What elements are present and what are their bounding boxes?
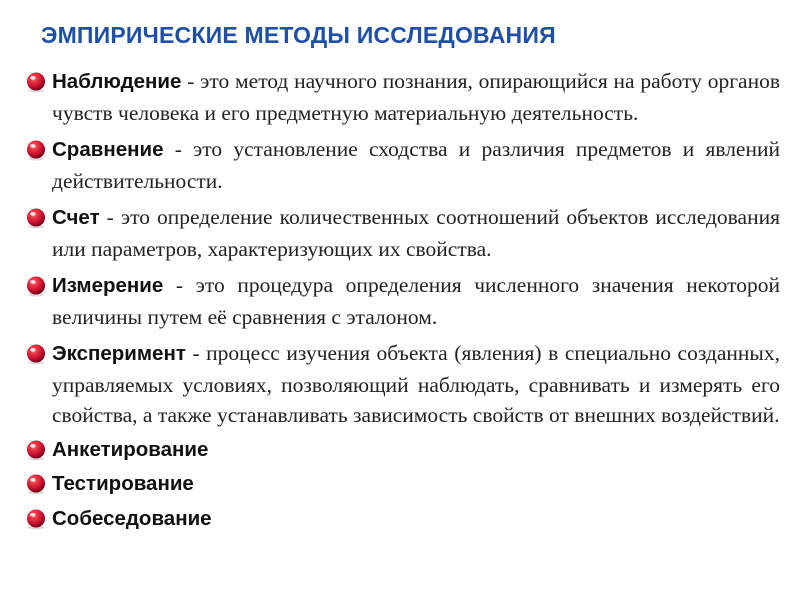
term-label: Сравнение [52,138,164,161]
methods-list [24,66,780,534]
term-definition: - это установление сходства и различия предметов и явлений действительности. [52,137,780,193]
term-label: Измерение [52,274,164,297]
list-item-experiment [24,338,780,431]
list-item-questionnaire [24,434,780,466]
list-item-measurement [24,270,780,332]
term-definition: - это процедура определения численного значения некоторой величины путем её сравнения с эталоном. [52,273,780,329]
red-ball-bullet-icon [24,139,48,161]
term-definition: - это определение количественных соотношений объектов исследования или параметров, характеризующих их свойства. [52,205,780,261]
term-label: Собеседование [52,506,212,530]
term-label: Анкетирование [52,437,209,461]
term-label: Тестирование [52,472,194,495]
red-ball-bullet-icon [24,473,48,495]
term-label: Эксперимент [52,342,186,365]
list-item-comparison [24,134,780,196]
term-label: Счет [52,206,100,229]
red-ball-bullet-icon [24,439,48,461]
red-ball-bullet-icon [24,207,48,229]
list-item-counting [24,202,780,264]
term-definition: - процесс изучения объекта (явления) в специально созданных, управляемых условиях, позволяющий наблюдать, сравнивать и измерять его свойства, а также устанавливать зависимость свойств от внешних воздействий. [52,341,780,427]
red-ball-bullet-icon [24,343,48,365]
list-item-testing [24,468,780,500]
list-item-interview [24,503,780,535]
red-ball-bullet-icon [24,71,48,93]
list-item-observation [24,66,780,128]
red-ball-bullet-icon [24,275,48,297]
term-definition: - это метод научного познания, опирающийся на работу органов чувств человека и его предметную материальную деятельность. [52,69,780,125]
term-label: Наблюдение [52,70,182,93]
red-ball-bullet-icon [24,508,48,530]
slide-title: ЭМПИРИЧЕСКИЕ МЕТОДЫ ИССЛЕДОВАНИЯ [41,22,556,48]
